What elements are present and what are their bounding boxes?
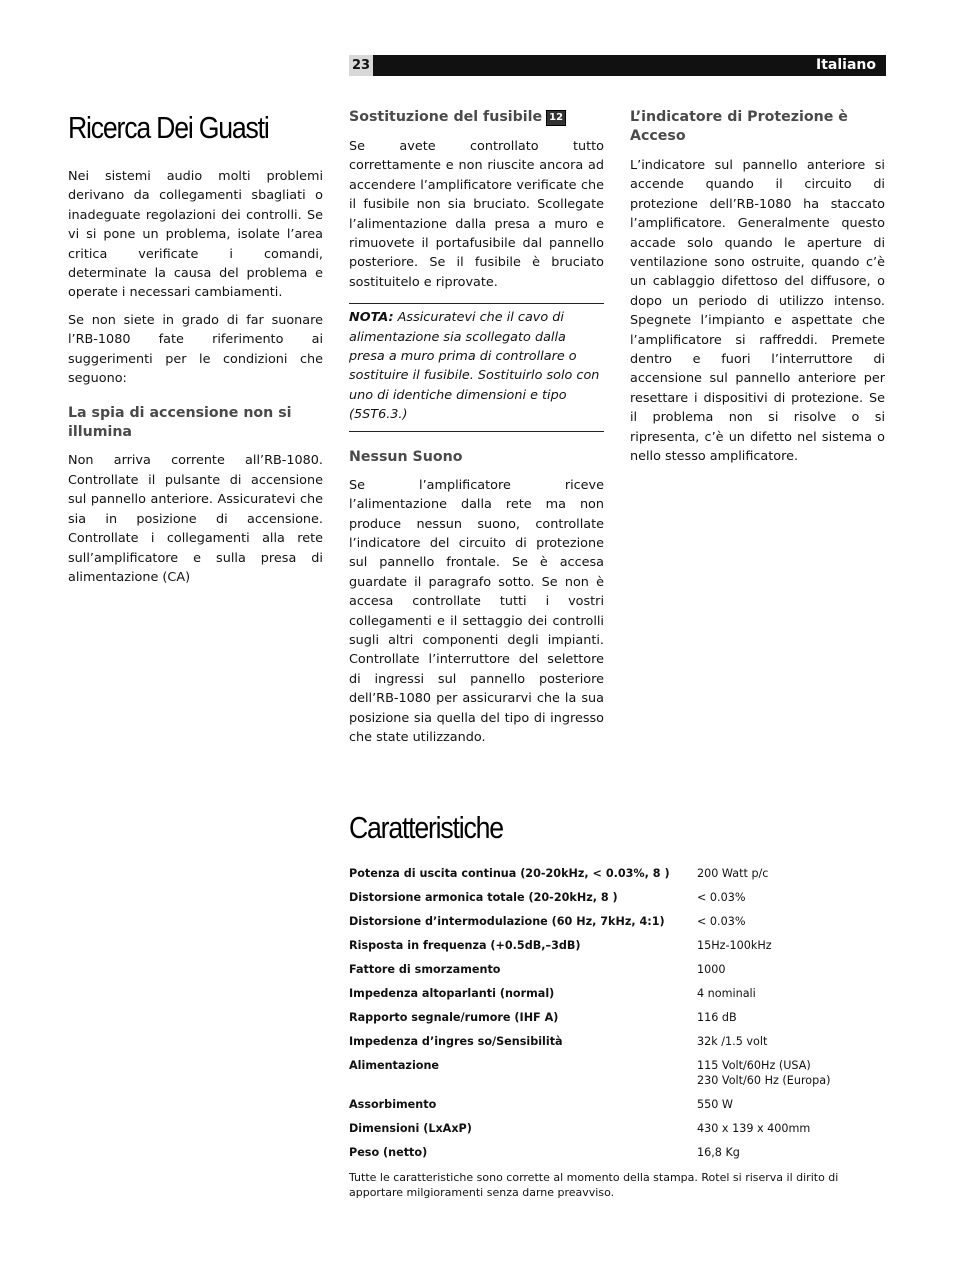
left-column bbox=[68, 167, 323, 595]
no-sound-text: Se l’amplificatore riceve l’alimentazione dalla rete ma non produce nessun suono, controllate l’indicatore del circuito di protezione sul pannello frontale. Se è accesa guardate il paragrafo sotto. Se non è accesa controllate tutti i vostri collegamenti e il settaggio dei controlli sugli altri componenti degli impianti. Controllate l’interruttore del selettore di ingressi sul pannello posteriore dell’RB-1080 per assicurarvi che la sua posizione sia quella del tipo di ingresso che state utilizzando. bbox=[349, 477, 604, 745]
spec-row bbox=[349, 1058, 886, 1088]
spec-row bbox=[349, 1121, 886, 1136]
protection-text: L’indicatore sul pannello anteriore si accende quando il circuito di protezione dell’RB-1080 ha staccato l’amplificatore. Generalmente questo accade solo quando le aperture di ventilazione sono ostruite, quando c’è un cablaggio difettoso del diffusore, o dopo un periodo di utilizzo intenso. Spegnete l’impianto e aspettate che l’amplificatore si raffreddi. Premete dentro e fuori l’interruttore di accensione sul pannello anteriore per resettare i dispositivi di protezione. Se il problema non si risolve o si ripresenta, c’è un difetto nel sistema o nello stesso amplificatore. bbox=[630, 158, 885, 465]
spec-label: Fattore di smorzamento bbox=[349, 963, 501, 976]
spec-label: Potenza di uscita continua (20-20kHz, < 0.03%, 8 ) bbox=[349, 867, 670, 880]
note-label: NOTA: bbox=[349, 310, 394, 326]
protection-heading: L’indicatore di Protezione è Acceso bbox=[630, 109, 848, 144]
spec-value bbox=[697, 1097, 886, 1112]
troubleshooting-title: Ricerca Dei Guasti bbox=[68, 110, 269, 145]
specifications-title: Caratteristiche bbox=[349, 810, 503, 845]
spec-row bbox=[349, 938, 886, 953]
fuse-text: Se avete controllato tutto correttamente e non riuscite ancora ad accendere l’amplificatore verificate che il fusibile non sia bruciato. Scollegate l’alimentazione dalla presa a muro e rimuovete il portafusibile dal pannello posteriore. Se il fusibile è bruciato sostituitelo e riprovate. bbox=[349, 139, 604, 290]
spec-value-line: < 0.03% bbox=[697, 891, 746, 904]
note-box bbox=[349, 303, 604, 431]
spec-row bbox=[349, 1097, 886, 1112]
spec-value bbox=[697, 962, 886, 977]
spec-value bbox=[697, 1058, 886, 1088]
spec-label: Peso (netto) bbox=[349, 1146, 428, 1159]
spec-label: Risposta in frequenza (+0.5dB,–3dB) bbox=[349, 939, 581, 952]
spec-row bbox=[349, 890, 886, 905]
spec-value bbox=[697, 1034, 886, 1049]
spec-label: Impedenza d’ingres so/Sensibilità bbox=[349, 1035, 563, 1048]
spec-value bbox=[697, 914, 886, 929]
intro-paragraph-2: Se non siete in grado di far suonare l’RB-1080 fate riferimento ai suggerimenti per le condizioni che seguono: bbox=[68, 312, 323, 387]
spec-value bbox=[697, 938, 886, 953]
spec-value-line: 15Hz-100kHz bbox=[697, 939, 772, 952]
intro-paragraph-1: Nei sistemi audio molti problemi derivano da collegamenti sbagliati o inadeguate regolazioni dei controlli. Se vi si pone un problema, isolate l’area critica verificate i comandi, determinate la causa del problema e operate i necessari cambiamenti. bbox=[68, 169, 323, 301]
fuse-heading-text: Sostituzione del fusibile bbox=[349, 109, 543, 125]
spec-row bbox=[349, 962, 886, 977]
spec-row bbox=[349, 1010, 886, 1025]
spec-label: Distorsione d’intermodulazione (60 Hz, 7kHz, 4:1) bbox=[349, 915, 665, 928]
spec-value-line: 4 nominali bbox=[697, 987, 756, 1000]
spec-value bbox=[697, 1010, 886, 1025]
spec-value bbox=[697, 890, 886, 905]
spec-value-line: 1000 bbox=[697, 963, 726, 976]
spec-value-line: 230 Volt/60 Hz (Europa) bbox=[697, 1074, 831, 1087]
spec-value-line: 116 dB bbox=[697, 1011, 737, 1024]
no-sound-heading: Nessun Suono bbox=[349, 448, 463, 465]
spec-value bbox=[697, 866, 886, 881]
spec-value-line: 32k /1.5 volt bbox=[697, 1035, 768, 1048]
page-header bbox=[349, 55, 886, 76]
note-text: Assicuratevi che il cavo di alimentazione sia scollegato dalla presa a muro prima di controllare o sostituire il fusibile. Sostituirlo solo con uno di identiche dimensioni e tipo (5ST6.3.) bbox=[349, 310, 600, 423]
spec-row bbox=[349, 914, 886, 929]
figure-ref-badge: 12 bbox=[546, 110, 566, 126]
spec-value bbox=[697, 1145, 886, 1160]
spec-row bbox=[349, 1034, 886, 1049]
fuse-heading bbox=[349, 108, 604, 127]
page-number: 23 bbox=[349, 55, 373, 76]
spec-row bbox=[349, 866, 886, 881]
spec-value bbox=[697, 986, 886, 1001]
spec-value-line: 430 x 139 x 400mm bbox=[697, 1122, 811, 1135]
spec-value-line: 16,8 Kg bbox=[697, 1146, 740, 1159]
power-light-heading: La spia di accensione non si illumina bbox=[68, 405, 292, 441]
spec-row bbox=[349, 986, 886, 1001]
power-light-text: Non arriva corrente all’RB-1080. Controllate il pulsante di accensione sul pannello anteriore. Assicuratevi che sia in posizione di accensione. Controllate i collegamenti alla rete sull’amplificatore e sulla presa di alimentazione (CA) bbox=[68, 453, 323, 585]
spec-label: Impedenza altoparlanti (normal) bbox=[349, 987, 555, 1000]
spec-row bbox=[349, 1145, 886, 1160]
spec-label: Assorbimento bbox=[349, 1098, 437, 1111]
middle-column bbox=[349, 108, 604, 755]
spec-value-line: 115 Volt/60Hz (USA) bbox=[697, 1059, 811, 1072]
spec-label: Alimentazione bbox=[349, 1059, 440, 1072]
spec-label: Rapporto segnale/rumore (IHF A) bbox=[349, 1011, 559, 1024]
spec-value bbox=[697, 1121, 886, 1136]
specifications-table bbox=[349, 866, 886, 1200]
language-label: Italiano bbox=[816, 57, 876, 73]
right-column bbox=[630, 108, 885, 475]
specifications-note: Tutte le caratteristiche sono corrette al momento della stampa. Rotel si riserva il dirito di apportare milgioramenti senza darne preavviso. bbox=[349, 1171, 839, 1199]
spec-label: Dimensioni (LxAxP) bbox=[349, 1122, 472, 1135]
spec-value-line: < 0.03% bbox=[697, 915, 746, 928]
spec-value-line: 200 Watt p/c bbox=[697, 867, 769, 880]
spec-label: Distorsione armonica totale (20-20kHz, 8 ) bbox=[349, 891, 618, 904]
spec-value-line: 550 W bbox=[697, 1098, 733, 1111]
